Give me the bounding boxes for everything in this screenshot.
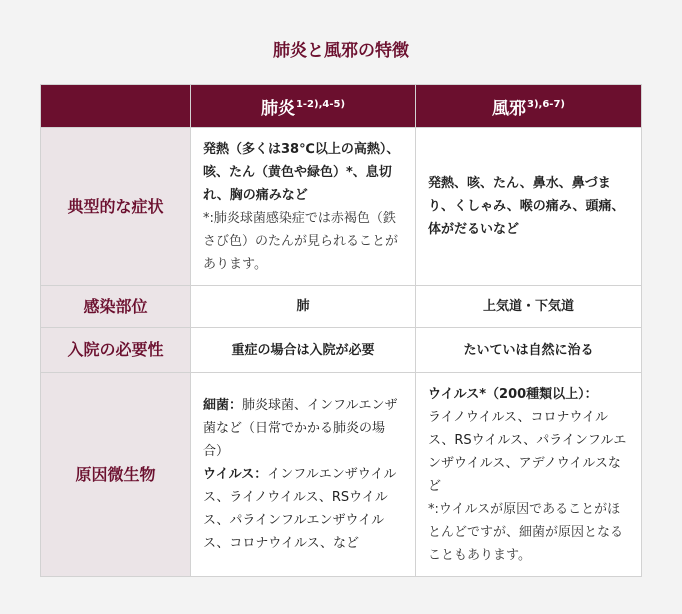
row-site xyxy=(41,286,642,328)
row-hospital xyxy=(41,328,642,373)
row-label-microbes: 原因微生物 xyxy=(41,373,191,577)
page-title: 肺炎と風邪の特徴 xyxy=(273,41,409,61)
cell-symptoms-pneumonia xyxy=(191,128,416,286)
cell-hospital-pneumonia: 重症の場合は入院が必要 xyxy=(191,328,416,373)
cell-site-pneumonia: 肺 xyxy=(191,286,416,328)
cell-symptoms-cold: 発熱、咳、たん、鼻水、鼻づまり、くしゃみ、喉の痛み、頭痛、体がだるいなど xyxy=(416,128,642,286)
microbes-pneumonia-virus-label: ウイルス： xyxy=(203,467,268,482)
header-cold-ref: 3),6-7) xyxy=(527,98,565,110)
row-label-site: 感染部位 xyxy=(41,286,191,328)
row-microbes xyxy=(41,373,642,577)
microbes-pneumonia-virus-text: インフルエンザウイルス、ライノウイルス、RSウイルス、パラインフルエンザウイルス、コロナウイルス、など xyxy=(203,467,397,551)
row-label-symptoms xyxy=(41,128,191,286)
microbes-bacteria-label: 細菌： xyxy=(203,398,243,413)
comparison-table xyxy=(40,84,642,577)
row-label-hospital: 入院の必要性 xyxy=(41,328,191,373)
header-cold-name: 風邪 xyxy=(492,98,527,119)
header-corner-cell xyxy=(41,85,191,128)
symptoms-pneumonia-main: 発熱（多くは38℃以上の高熱）、咳、たん（黄色や緑色）*、息切れ、胸の痛みなど xyxy=(203,141,400,203)
header-pneumonia xyxy=(191,85,416,128)
row-symptoms xyxy=(41,128,642,286)
cell-microbes-pneumonia xyxy=(191,373,416,577)
cell-hospital-cold: たいていは自然に治る xyxy=(416,328,642,373)
microbes-cold-virus-text: ライノウイルス、コロナウイルス、RSウイルス、パラインフルエンザウイルス、アデノウイルスなど xyxy=(428,409,627,494)
header-pneumonia-name: 肺炎 xyxy=(260,98,295,119)
cell-microbes-cold xyxy=(416,373,642,577)
symptoms-pneumonia-note: *:肺炎球菌感染症では赤褐色（鉄さび色）のたんが見られることがあります。 xyxy=(203,210,399,272)
header-pneumonia-ref: 1-2),4-5) xyxy=(295,98,346,110)
microbes-cold-virus-label: ウイルス*（200種類以上）： xyxy=(428,386,598,402)
microbes-cold-note: *:ウイルスが原因であることがほとんどですが、細菌が原因となることもあります。 xyxy=(428,501,624,563)
microbes-bacteria-text: 肺炎球菌、インフルエンザ菌など（日常でかかる肺炎の場合） xyxy=(203,398,398,459)
cell-site-cold: 上気道・下気道 xyxy=(416,286,642,328)
row-label-symptoms-text: 典型的な症状 xyxy=(67,196,164,216)
header-cold xyxy=(416,85,642,128)
table-header-row xyxy=(41,85,642,128)
